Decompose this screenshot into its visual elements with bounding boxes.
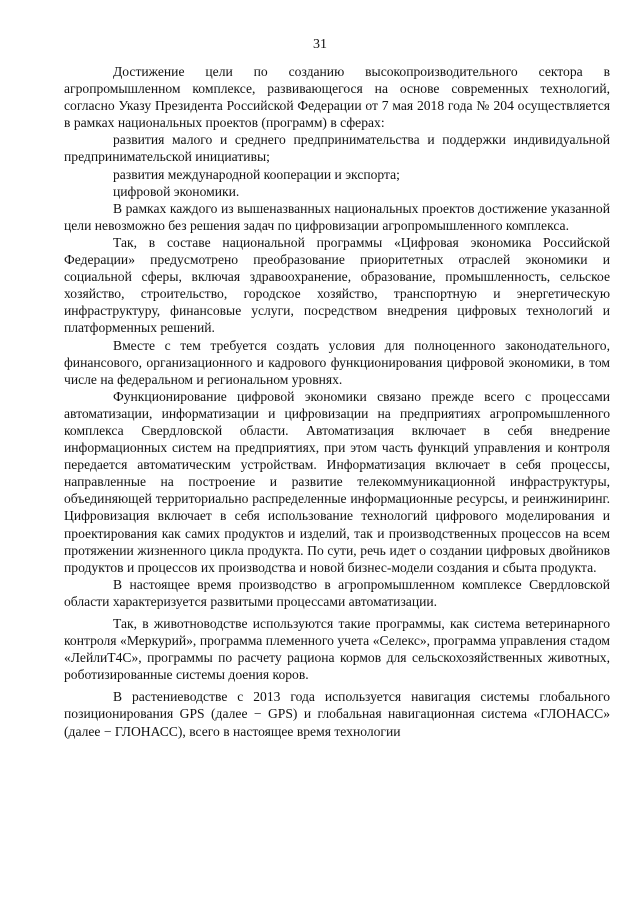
paragraph-current-automation: В настоящее время производство в агропромышленном комплексе Свердловской области характеризуется развитыми процессами автоматизации. <box>64 576 610 609</box>
list-item-small-business: развития малого и среднего предпринимательства и поддержки индивидуальной предпринимательской инициативы; <box>64 132 610 165</box>
body-text <box>64 63 610 740</box>
paragraph-digital-economy-program: Так, в составе национальной программы «Цифровая экономика Российской Федерации» предусмотрено преобразование приоритетных отраслей экономики и социальной сферы, включая здравоохранение, образование, промышленность, сельское хозяйство, строительство, городское хозяйство, транспортную и энергетическую инфраструктуру, финансовые услуги, посредством внедрения цифровых технологий и платформенных решений. <box>64 234 610 336</box>
page-number: 31 <box>313 37 327 52</box>
list-item-international-cooperation: развития международной кооперации и экспорта; <box>113 166 400 182</box>
paragraph-national-projects-intro: Достижение цели по созданию высокопроизводительного сектора в агропромышленном комплексе, развивающегося на основе современных технологий, согласно Указу Президента Российской Федерации от 7 мая 2018 года № 204 осуществляется в рамках национальных проектов (программ) в сферах: <box>64 64 610 131</box>
paragraph-conditions: Вместе с тем требуется создать условия для полноценного законодательного, финансового, организационного и кадрового функционирования цифровой экономики, в том числе на федеральном и региональном уровнях. <box>64 337 610 387</box>
list-item-digital-economy: цифровой экономики. <box>113 183 240 199</box>
paragraph-crop-navigation: В растениеводстве с 2013 года используется навигация системы глобального позиционирования GPS (далее − GPS) и глобальная навигационная система «ГЛОНАСС» (далее − ГЛОНАСС), всего в настоящее время технологии <box>64 689 610 739</box>
paragraph-digitalization-tasks: В рамках каждого из вышеназванных национальных проектов достижение указанной цели невозможно без решения задач по цифровизации агропромышленного комплекса. <box>64 200 610 233</box>
paragraph-livestock-programs: Так, в животноводстве используются такие программы, как система ветеринарного контроля «Меркурий», программа племенного учета «Селекс», программа управления стадом «ЛейлиТ4С», программы по расчету рациона кормов для сельскохозяйственных животных, роботизированные системы доения коров. <box>64 616 610 683</box>
paragraph-automation-informatization: Функционирование цифровой экономики связано прежде всего с процессами автоматизации, информатизации и цифровизации на предприятиях агропромышленного комплекса Свердловской области. Автоматизация включает в себя внедрение информационных систем на предприятиях, при этом часть функций управления и контроля передается автоматическим устройствам. Информатизация включает в себя процессы, направленные на построение и развитие телекоммуникационной инфраструктуры, объединяющей территориально распределенные информационные ресурсы, и реинжиниринг. Цифровизация включает в себя использование технологий цифрового моделирования и проектирования как самих продуктов и изделий, так и производственных процессов на всем протяжении жизненного цикла продукта. По сути, речь идет о создании цифровых двойников продуктов и процессов их производства и новой бизнес-модели создания и сбыта продукта. <box>64 388 610 575</box>
